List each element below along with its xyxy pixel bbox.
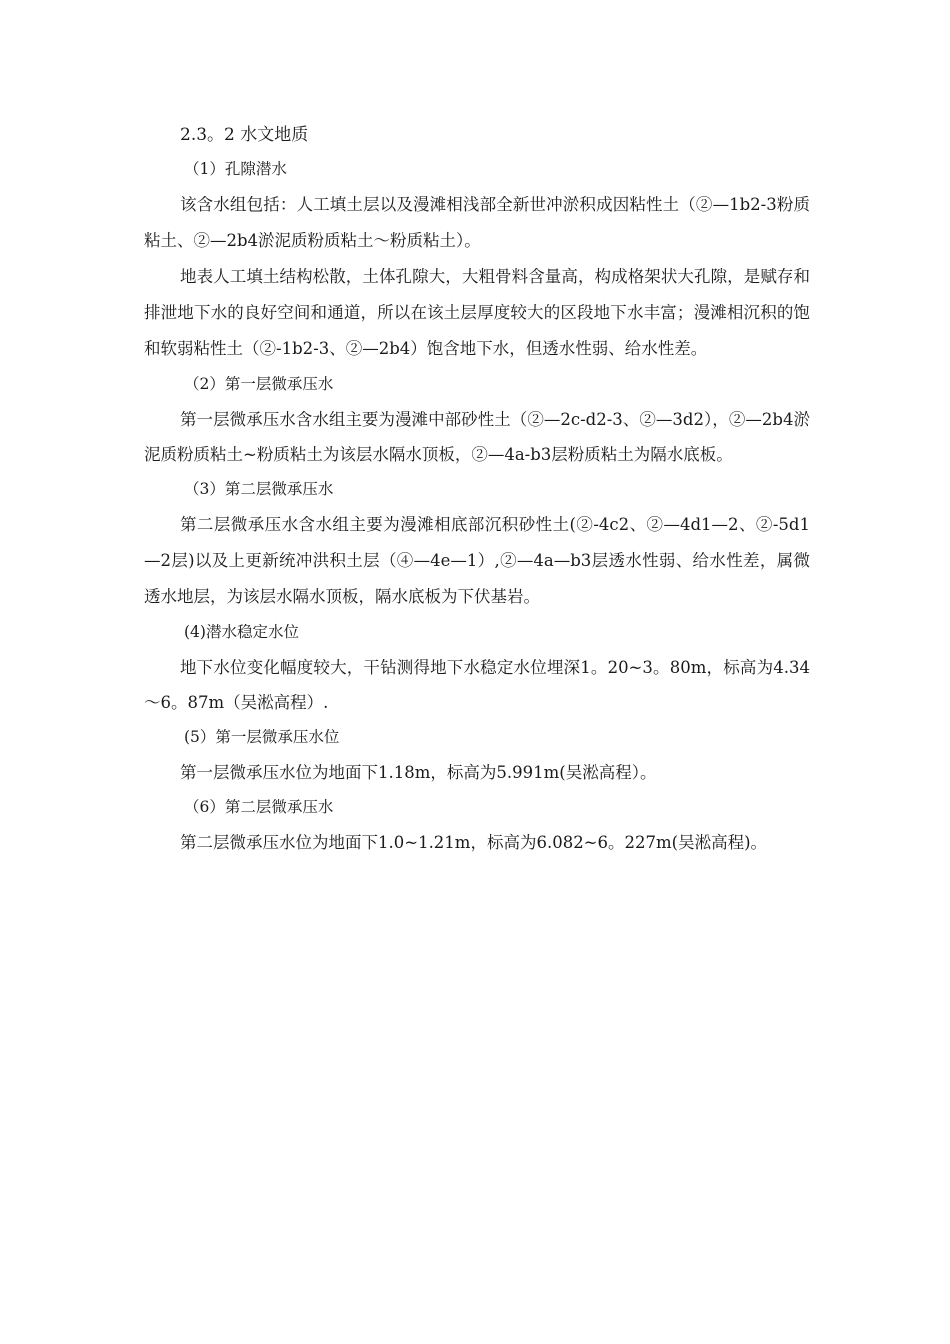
paragraph-4-1: 地下水位变化幅度较大，干钻测得地下水稳定水位埋深1。20~3。80m，标高为4.34～6。87m（吴淞高程）. xyxy=(144,658,810,712)
paragraph-6-1: 第二层微承压水位为地面下1.0~1.21m，标高为6.082~6。227m(吴淞高程)。 xyxy=(180,833,768,852)
section-heading-5: (5）第一层微承压水位 xyxy=(184,728,340,746)
section-heading-3: （3）第二层微承压水 xyxy=(184,480,334,498)
section-heading-1: （1）孔隙潜水 xyxy=(184,160,287,178)
section-heading-4: (4)潜水稳定水位 xyxy=(184,623,299,641)
section-heading-2: （2）第一层微承压水 xyxy=(184,375,334,393)
paragraph-3-1: 第二层微承压水含水组主要为漫滩相底部沉积砂性土(②-4c2、②—4d1—2、②-5d1—2层)以及上更新统冲洪积土层（④—4e—1）,②—4a—b3层透水性弱、给水性差，属微透水地层，为该层水隔水顶板，隔水底板为下伏基岩。 xyxy=(144,515,810,606)
paragraph-1-1: 该含水组包括：人工填土层以及漫滩相浅部全新世冲淤积成因粘性土（②—1b2-3粉质粘土、②—2b4淤泥质粉质粘土～粉质粘土）。 xyxy=(144,195,810,250)
section-title: 2.3。2 水文地质 xyxy=(180,125,309,145)
paragraph-1-2: 地表人工填土结构松散，土体孔隙大，大粗骨料含量高，构成格架状大孔隙，是赋存和排泄地下水的良好空间和通道，所以在该土层厚度较大的区段地下水丰富；漫滩相沉积的饱和软弱粘性土（②-1b2-3、②—2b4）饱含地下水，但透水性弱、给水性差。 xyxy=(144,267,810,358)
document-body xyxy=(144,118,810,860)
paragraph-2-1: 第一层微承压水含水组主要为漫滩中部砂性土（②—2c-d2-3、②—3d2），②—2b4淤泥质粉质粘土~粉质粘土为该层水隔水顶板，②—4a-b3层粉质粘土为隔水底板。 xyxy=(144,410,810,464)
paragraph-5-1: 第一层微承压水位为地面下1.18m，标高为5.991m(吴淞高程）。 xyxy=(180,763,657,782)
section-heading-6: （6）第二层微承压水 xyxy=(184,798,334,816)
